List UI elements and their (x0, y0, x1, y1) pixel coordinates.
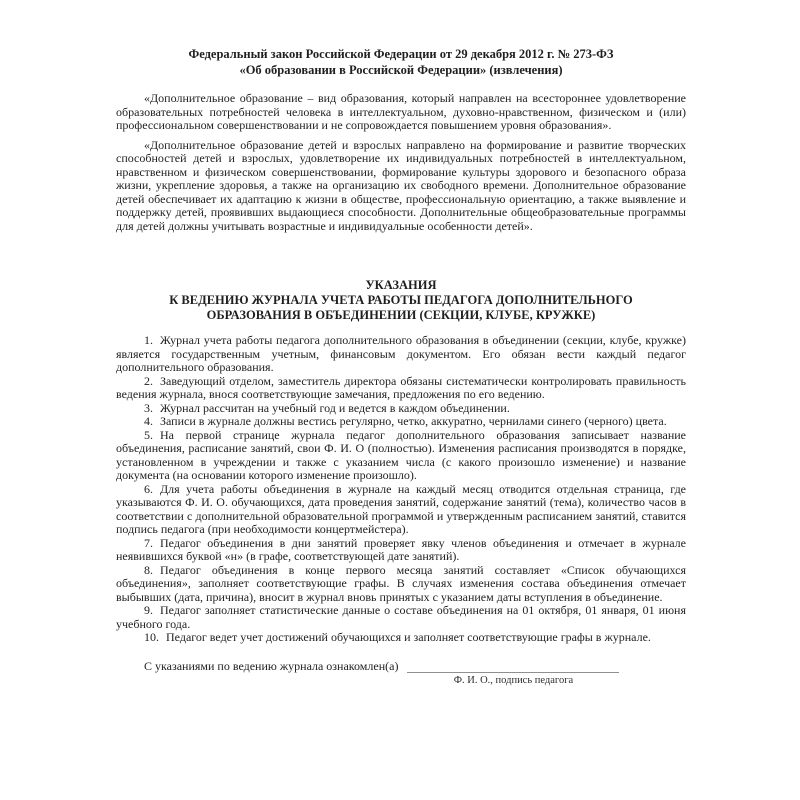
item-text: Журнал учета работы педагога дополнительного образования в объединении (секции, клубе, кружке) является государственным учетным, финансовым документом. Его обязан вести каждый педагог дополнительного образования. (116, 333, 686, 374)
item-text: На первой странице журнала педагог дополнительного образования записывает название объединения, расписание занятий, свои Ф. И. О (полностью). Изменения расписания производятся в порядке, установленном в учреждении и также с указанием числа (с какого произошло изменение) и название документа (на основании которого изменение произошло). (116, 427, 686, 482)
instructions-heading-line-3: ОБРАЗОВАНИЯ В ОБЪЕДИНЕНИИ (СЕКЦИИ, КЛУБЕ, КРУЖКЕ) (206, 308, 596, 322)
extract-paragraph-1: «Дополнительное образование – вид образования, который направлен на всестороннее удовлетворение образовательных потребностей человека в интеллектуальном, духовно-нравственном, физическом и (или) профессиональном совершенствовании и не сопровождается повышением уровня образования». (116, 91, 686, 132)
item-text: Для учета работы объединения в журнале на каждый месяц отводится отдельная страница, где указываются Ф. И. О. обучающихся, дата проведения занятий, содержание занятий (тема), количество часов в соответствии с дополнительной образовательной программой и утвержденным расписанием занятий, ставится подпись педагога (при необходимости концертмейстера). (116, 481, 686, 536)
list-item (116, 537, 686, 564)
signature-line (407, 660, 619, 673)
instructions-heading-line-2: К ВЕДЕНИЮ ЖУРНАЛА УЧЕТА РАБОТЫ ПЕДАГОГА ДОПОЛНИТЕЛЬНОГО (169, 293, 633, 307)
list-item (116, 631, 686, 645)
law-title-line-2: «Об образовании в Российской Федерации» (извлечения) (239, 63, 563, 77)
item-text: Педагог объединения в конце первого месяца занятий составляет «Список обучающихся объединения», заполняет соответствующие графы. В случаях изменения состава объединения отмечает выбывших (дата, причина), вносит в журнал вновь принятых с указанием даты вступления в объединение. (116, 562, 686, 604)
item-text: Записи в журнале должны вестись регулярно, четко, аккуратно, чернилами синего (черного) цвета. (160, 414, 667, 428)
extract-paragraph-2: «Дополнительное образование детей и взрослых направлено на формирование и развитие творческих способностей детей и взрослых, удовлетворение их индивидуальных потребностей в интеллектуальном, нравственном и физическом совершенствовании, формирование культуры здорового и безопасного образа жизни, укрепление здоровья, а также на организацию их свободного времени. Дополнительное образование детей обеспечивает их адаптацию к жизни в обществе, профессиональную ориентацию, а также выявление и поддержку детей, проявивших выдающиеся способности. Дополнительные общеобразовательные программы для детей должны учитывать возрастные и индивидуальные особенности детей». (116, 137, 686, 233)
item-text: Заведующий отделом, заместитель директора обязаны систематически контролировать правильность ведения журнала, внося соответствующие замечания, предложения по его ведению. (116, 373, 686, 401)
item-number: 3. (144, 400, 153, 415)
list-item (116, 564, 686, 605)
list-item (116, 429, 686, 483)
item-number: 5. (144, 427, 153, 442)
signature-field (407, 660, 619, 687)
item-number: 2. (144, 373, 153, 388)
item-number: 6. (144, 481, 153, 496)
list-item (116, 334, 686, 375)
item-text: Педагог ведет учет достижений обучающихся и заполняет соответствующие графы в журнале. (166, 630, 651, 644)
item-number: 8. (144, 562, 153, 577)
law-title (116, 46, 686, 78)
item-text: Педагог объединения в дни занятий проверяет явку членов объединения и отмечает в журнале неявившихся буквой «н» (в графе, соответствующей дате занятий). (116, 535, 686, 563)
list-item (116, 483, 686, 537)
signature-label: С указаниями по ведению журнала ознакомлен(а) (144, 658, 399, 673)
item-number: 1. (144, 333, 153, 347)
item-number: 4. (144, 414, 153, 428)
item-text: Педагог заполняет статистические данные о составе объединения на 01 октября, 01 января, 01 июня учебного года. (116, 603, 686, 631)
signature-row (116, 660, 686, 687)
list-item (116, 415, 686, 429)
instructions-list (116, 334, 686, 645)
list-item (116, 375, 686, 402)
law-title-line-1: Федеральный закон Российской Федерации от 29 декабря 2012 г. № 273-ФЗ (188, 47, 614, 61)
item-number: 10. (144, 630, 159, 644)
item-number: 9. (144, 603, 153, 617)
list-item (116, 402, 686, 416)
signature-caption: Ф. И. О., подпись педагога (453, 674, 574, 686)
item-text: Журнал рассчитан на учебный год и ведется в каждом объединении. (160, 400, 510, 415)
instructions-heading-line-1: УКАЗАНИЯ (365, 278, 437, 292)
list-item (116, 604, 686, 631)
instructions-heading (116, 278, 686, 323)
item-number: 7. (144, 535, 153, 550)
